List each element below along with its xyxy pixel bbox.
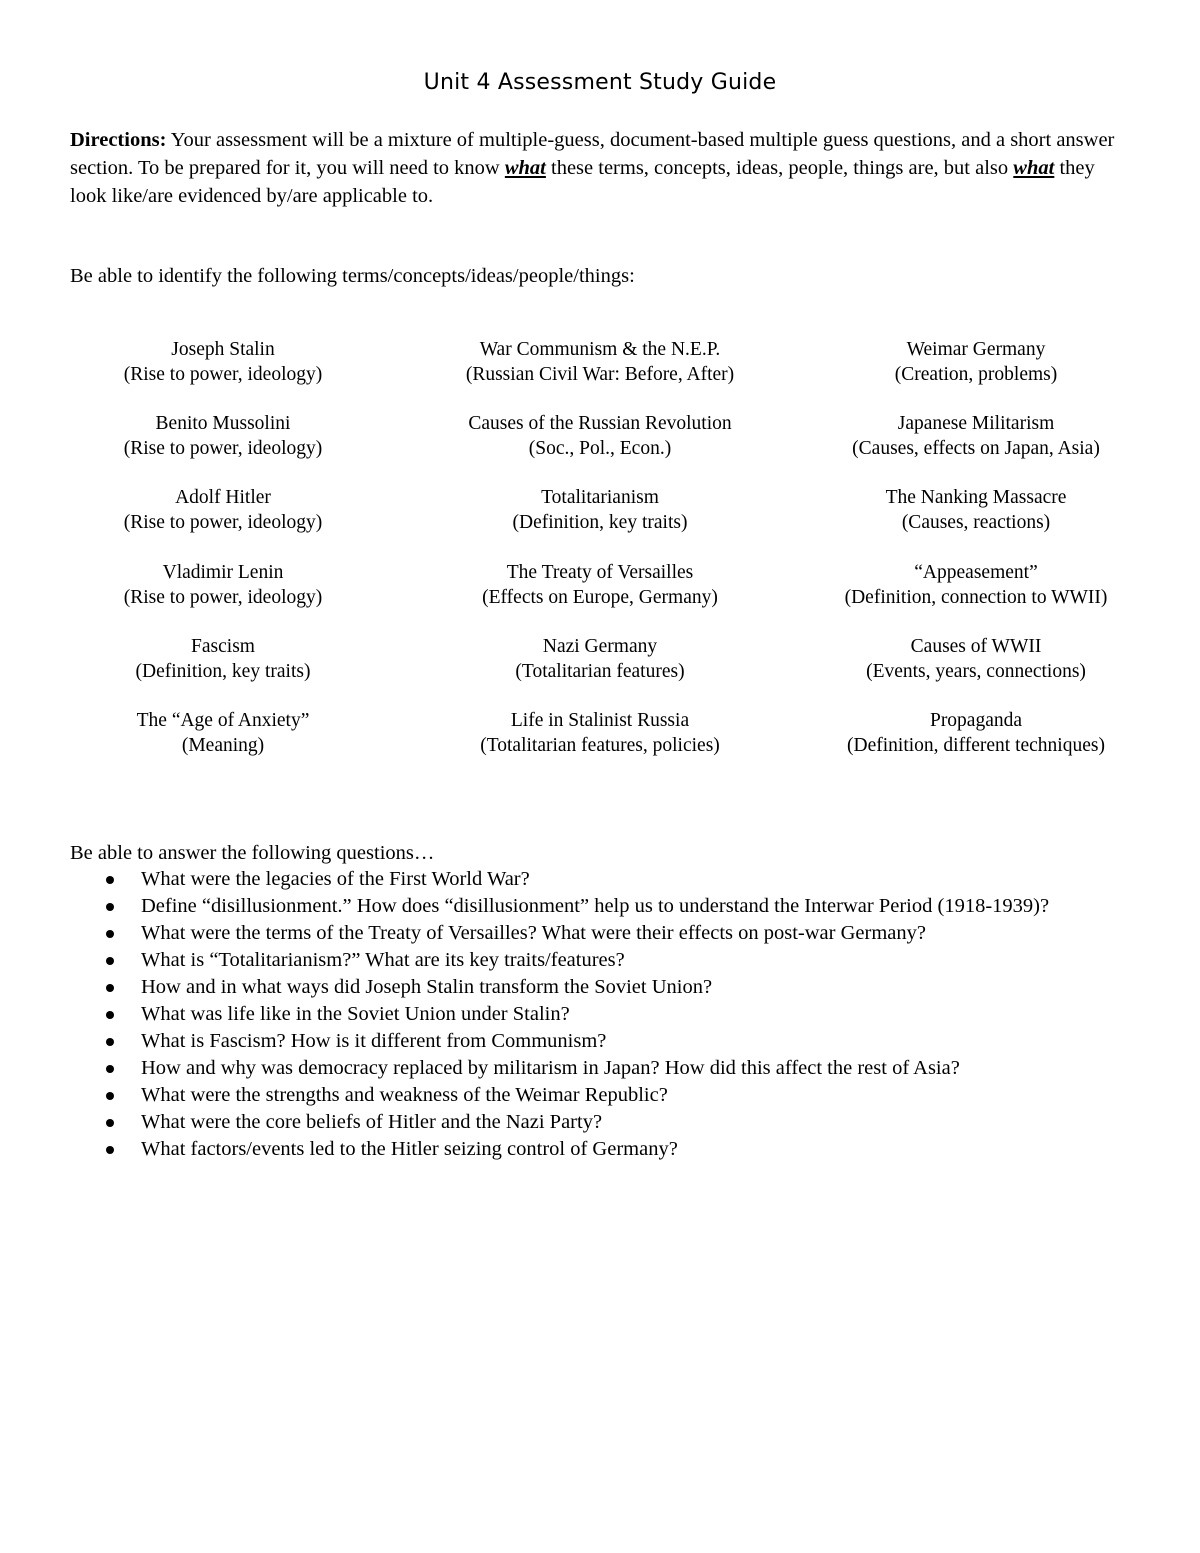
question-text: What were the core beliefs of Hitler and the Nazi Party? <box>141 1111 603 1133</box>
question-item <box>70 974 1130 1001</box>
directions-paragraph <box>70 126 1135 210</box>
question-text: What is Fascism? How is it different from Communism? <box>141 1030 607 1052</box>
term-item <box>786 485 1166 535</box>
term-name: Causes of WWII <box>910 636 1042 657</box>
term-name: Life in Stalinist Russia <box>510 710 690 731</box>
question-item <box>70 1001 1130 1028</box>
question-text: What was life like in the Soviet Union under Stalin? <box>141 1003 570 1025</box>
bullet-icon <box>106 1038 114 1046</box>
term-name: Adolf Hitler <box>175 487 271 508</box>
term-name: Fascism <box>191 636 255 657</box>
term-item <box>410 337 790 387</box>
term-name: The Nanking Massacre <box>885 487 1067 508</box>
bullet-icon <box>106 1065 114 1073</box>
term-name: Totalitarianism <box>541 487 659 508</box>
question-text: What were the terms of the Treaty of Versailles? What were their effects on post-war Germany? <box>141 922 926 944</box>
question-item <box>70 866 1130 893</box>
questions-list <box>70 866 1130 1163</box>
term-detail: (Rise to power, ideology) <box>123 587 323 608</box>
term-item <box>410 411 790 461</box>
directions-text-2: these terms, concepts, ideas, people, things are, but also <box>545 157 1014 179</box>
term-item <box>786 708 1166 758</box>
term-detail: (Creation, problems) <box>894 364 1058 385</box>
term-name: Joseph Stalin <box>171 339 275 360</box>
question-text: How and in what ways did Joseph Stalin transform the Soviet Union? <box>141 976 713 998</box>
bullet-icon <box>106 1092 114 1100</box>
question-item <box>70 1082 1130 1109</box>
directions-emphasis-1: what <box>504 157 546 179</box>
bullet-icon <box>106 957 114 965</box>
term-name: Nazi Germany <box>542 636 658 657</box>
term-item <box>33 708 413 758</box>
term-name: “Appeasement” <box>914 562 1038 583</box>
questions-intro: Be able to answer the following questions… <box>70 842 435 864</box>
term-detail: (Russian Civil War: Before, After) <box>465 364 735 385</box>
term-item <box>410 708 790 758</box>
question-text: What were the strengths and weakness of the Weimar Republic? <box>141 1084 668 1106</box>
directions-emphasis-2: what <box>1013 157 1055 179</box>
bullet-icon <box>106 984 114 992</box>
term-name: The Treaty of Versailles <box>506 562 694 583</box>
term-name: War Communism & the N.E.P. <box>479 339 721 360</box>
question-text: What factors/events led to the Hitler seizing control of Germany? <box>141 1138 678 1160</box>
term-detail: (Meaning) <box>181 735 265 756</box>
term-detail: (Causes, effects on Japan, Asia) <box>852 438 1100 459</box>
term-detail: (Events, years, connections) <box>866 661 1086 682</box>
term-item <box>33 337 413 387</box>
term-detail: (Totalitarian features) <box>515 661 685 682</box>
term-item <box>786 411 1166 461</box>
question-item <box>70 947 1130 974</box>
question-text: How and why was democracy replaced by militarism in Japan? How did this affect the rest of Asia? <box>141 1057 960 1079</box>
term-item <box>786 634 1166 684</box>
term-name: Japanese Militarism <box>897 413 1055 434</box>
term-detail: (Definition, connection to WWII) <box>844 587 1108 608</box>
question-text: What is “Totalitarianism?” What are its key traits/features? <box>141 949 625 971</box>
term-item <box>410 560 790 610</box>
bullet-icon <box>106 1011 114 1019</box>
question-item <box>70 1136 1130 1163</box>
term-detail: (Effects on Europe, Germany) <box>482 587 718 608</box>
term-item <box>786 337 1166 387</box>
page-title: Unit 4 Assessment Study Guide <box>423 70 777 95</box>
question-text: What were the legacies of the First World War? <box>141 868 530 890</box>
directions-label: Directions: <box>70 129 167 151</box>
term-detail: (Definition, different techniques) <box>847 735 1105 756</box>
term-name: Causes of the Russian Revolution <box>468 413 732 434</box>
term-name: Propaganda <box>929 710 1023 731</box>
term-item <box>33 485 413 535</box>
term-detail: (Definition, key traits) <box>135 661 311 682</box>
question-item <box>70 920 1130 947</box>
term-name: The “Age of Anxiety” <box>136 710 310 731</box>
term-item <box>33 560 413 610</box>
term-detail: (Definition, key traits) <box>512 512 688 533</box>
directions-text-3: they look like/are evidenced by/are applicable to. <box>70 157 1095 207</box>
term-item <box>33 634 413 684</box>
identify-intro: Be able to identify the following terms/concepts/ideas/people/things: <box>70 265 635 287</box>
bullet-icon <box>106 903 114 911</box>
term-item <box>410 634 790 684</box>
bullet-icon <box>106 876 114 884</box>
bullet-icon <box>106 1146 114 1154</box>
question-text: Define “disillusionment.” How does “disillusionment” help us to understand the Interwar Period (1918-1939)? <box>141 895 1050 917</box>
term-name: Weimar Germany <box>906 339 1046 360</box>
term-name: Benito Mussolini <box>155 413 291 434</box>
term-detail: (Rise to power, ideology) <box>123 364 323 385</box>
bullet-icon <box>106 930 114 938</box>
term-item <box>33 411 413 461</box>
term-item <box>786 560 1166 610</box>
term-detail: (Soc., Pol., Econ.) <box>528 438 672 459</box>
term-detail: (Rise to power, ideology) <box>123 438 323 459</box>
question-item <box>70 1055 1130 1082</box>
term-detail: (Rise to power, ideology) <box>123 512 323 533</box>
question-item <box>70 893 1130 920</box>
directions-text-1: Your assessment will be a mixture of multiple-guess, document-based multiple guess questions, and a short answer section. To be prepared for it, you will need to know <box>70 129 1115 179</box>
term-detail: (Causes, reactions) <box>901 512 1051 533</box>
term-name: Vladimir Lenin <box>162 562 284 583</box>
term-item <box>410 485 790 535</box>
question-item <box>70 1028 1130 1055</box>
question-item <box>70 1109 1130 1136</box>
term-detail: (Totalitarian features, policies) <box>480 735 720 756</box>
bullet-icon <box>106 1119 114 1127</box>
